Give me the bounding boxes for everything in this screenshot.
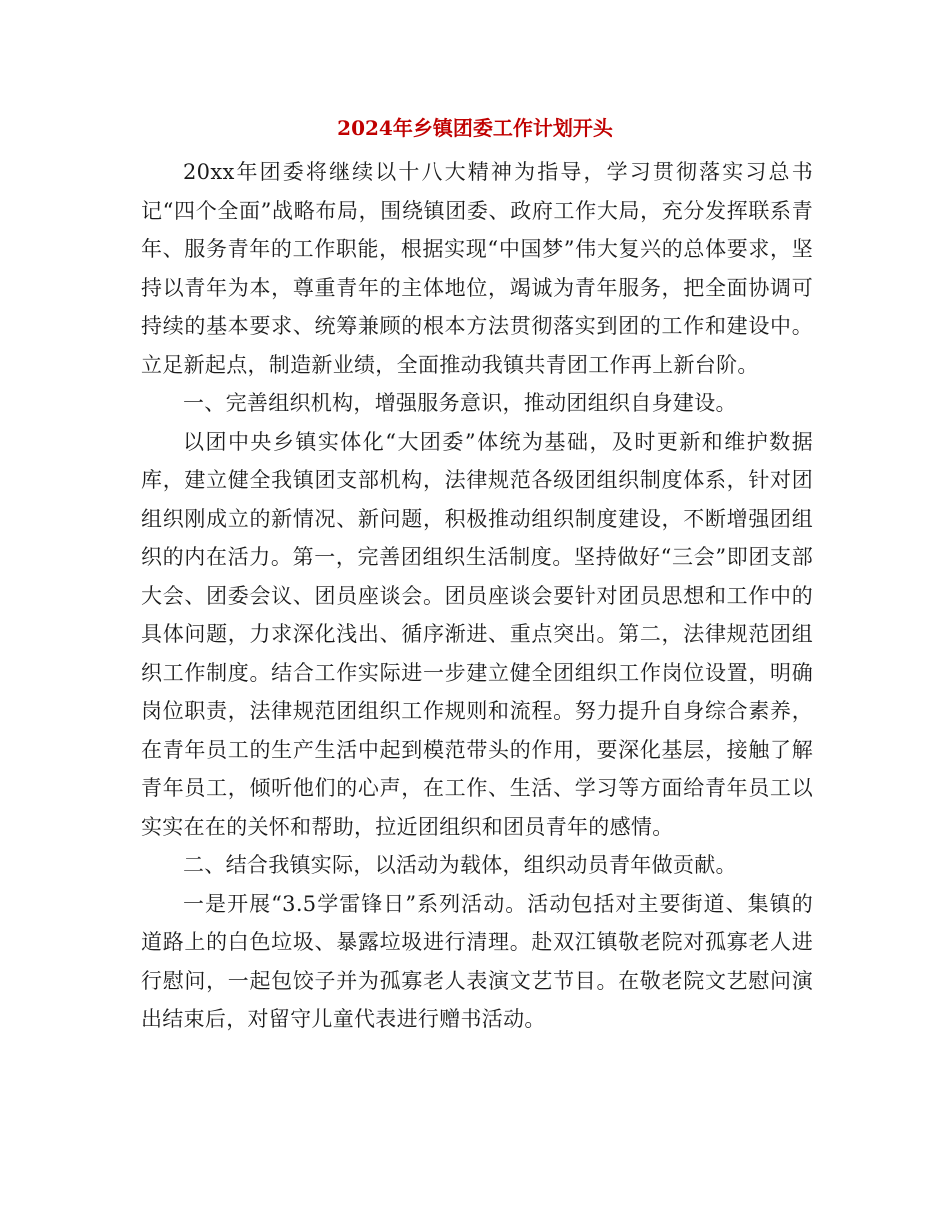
paragraph-section-2: 一是开展“3.5学雷锋日”系列活动。活动包括对主要街道、集镇的道路上的白色垃圾、暴露垃圾进行清理。赴双江镇敬老院对孤寡老人进行慰问，一起包饺子并为孤寡老人表演文艺节目。在敬老院文艺慰问演出结束后，对留守儿童代表进行赠书活动。 [141, 891, 813, 1031]
document-body [141, 153, 813, 1039]
paragraph-section-1: 以团中央乡镇实体化“大团委”体统为基础，及时更新和维护数据库，建立健全我镇团支部机构，法律规范各级团组织制度体系，针对团组织刚成立的新情况、新问题，积极推动组织制度建设，不断增强团组织的内在活力。第一，完善团组织生活制度。坚持做好“三会”即团支部大会、团委会议、团员座谈会。团员座谈会要针对团员思想和工作中的具体问题，力求深化浅出、循序渐进、重点突出。第二，法律规范团组织工作制度。结合工作实际进一步建立健全团组织工作岗位设置，明确岗位职责，法律规范团组织工作规则和流程。努力提升自身综合素养，在青年员工的生产生活中起到模范带头的作用，要深化基层，接触了解青年员工，倾听他们的心声，在工作、生活、学习等方面给青年员工以实实在在的关怀和帮助，拉近团组织和团员青年的感情。 [141, 429, 813, 839]
section-heading-1: 一、完善组织机构，增强服务意识，推动团组织自身建设。 [183, 391, 737, 415]
paragraph-intro: 20xx年团委将继续以十八大精神为指导，学习贯彻落实习总书记“四个全面”战略布局，围绕镇团委、政府工作大局，充分发挥联系青年、服务青年的工作职能，根据实现“中国梦”伟大复兴的总体要求，坚持以青年为本，尊重青年的主体地位，竭诚为青年服务，把全面协调可持续的基本要求、统筹兼顾的根本方法贯彻落实到团的工作和建设中。立足新起点，制造新业绩，全面推动我镇共青团工作再上新台阶。 [141, 160, 813, 377]
section-heading-2: 二、结合我镇实际，以活动为载体，组织动员青年做贡献。 [183, 853, 737, 877]
document-title: 2024年乡镇团委工作计划开头 [337, 116, 613, 140]
